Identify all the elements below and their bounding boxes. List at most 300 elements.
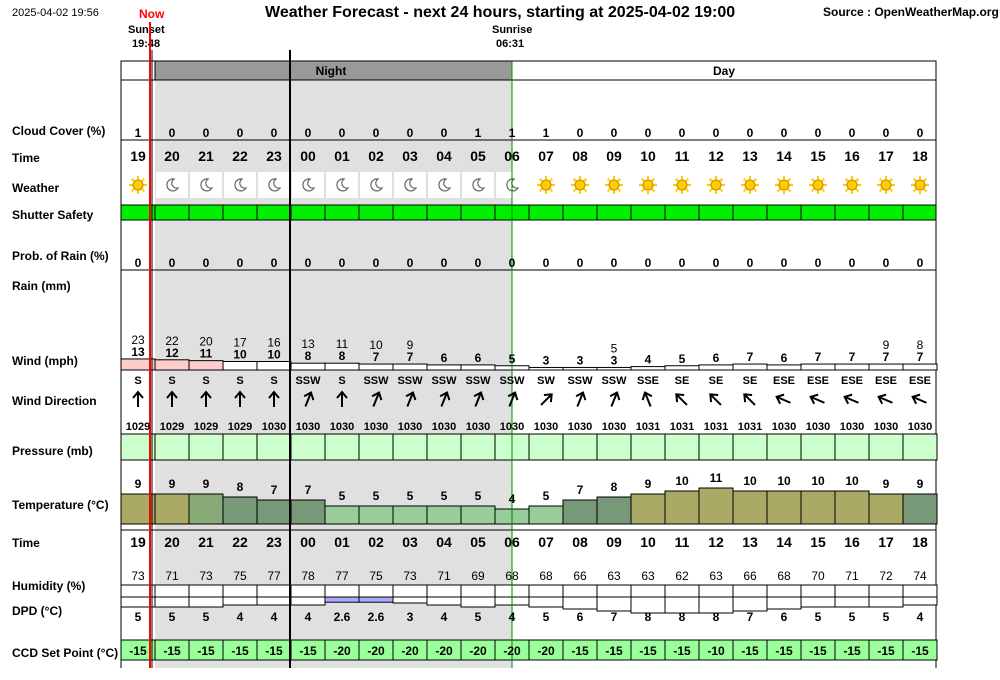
- pressure-value: 1029: [159, 421, 185, 433]
- wind-bar: [223, 362, 257, 371]
- dpd-bar: [597, 597, 631, 611]
- ccd-set-point-value: -15: [231, 644, 249, 658]
- dpd-bar: [563, 597, 597, 609]
- pressure-value: 1030: [363, 421, 389, 433]
- humidity-value: 75: [233, 569, 247, 583]
- cloud-cover-value: 0: [236, 126, 244, 140]
- sunrise-time: 06:31: [496, 38, 525, 50]
- humidity-value: 68: [505, 569, 519, 583]
- temperature-value: 9: [916, 477, 924, 491]
- ccd-set-point-label: CCD Set Point (°C): [12, 646, 119, 660]
- wind-direction-value: SSW: [363, 375, 389, 387]
- wind-gust-value: 9: [882, 338, 890, 353]
- humidity-value: 73: [199, 569, 213, 583]
- temperature-value: 7: [304, 483, 312, 497]
- dpd-value: 5: [848, 610, 856, 624]
- pressure-value: 1030: [601, 421, 627, 433]
- prob-rain-value: 0: [882, 256, 890, 270]
- hour-value-2: 15: [810, 534, 826, 550]
- humidity-label: Humidity (%): [12, 579, 86, 593]
- dpd-value: 3: [406, 610, 414, 624]
- ccd-set-point-value: -15: [775, 644, 793, 658]
- humidity-cell: [563, 585, 597, 597]
- humidity-value: 71: [845, 569, 859, 583]
- hour-value-2: 22: [232, 534, 248, 550]
- pressure-cell: [869, 434, 903, 460]
- dpd-bar: [189, 597, 223, 607]
- dpd-bar: [325, 597, 359, 602]
- dpd-value: 5: [134, 610, 142, 624]
- pressure-value: 1030: [431, 421, 457, 433]
- prob-rain-value: 0: [406, 256, 414, 270]
- humidity-cell: [427, 585, 461, 597]
- temperature-bar: [461, 506, 495, 524]
- sun-icon: [911, 176, 929, 194]
- hour-value: 16: [844, 148, 860, 164]
- sunrise-label: Sunrise: [492, 24, 533, 36]
- cloud-cover-value: 0: [848, 126, 856, 140]
- wind-direction-value: SE: [674, 375, 690, 387]
- wind-gust-value: 10: [369, 338, 383, 353]
- pressure-value: 1030: [533, 421, 559, 433]
- wind-bar: [767, 365, 801, 370]
- hour-value-2: 07: [538, 534, 554, 550]
- hour-value: 12: [708, 148, 724, 164]
- wind-direction-value: S: [168, 375, 176, 387]
- temperature-bar: [223, 497, 257, 524]
- wind-direction-value: ESE: [806, 375, 830, 387]
- wind-speed-value: 7: [372, 350, 380, 365]
- ccd-set-point-value: -10: [707, 644, 725, 658]
- prob-rain-value: 0: [236, 256, 244, 270]
- dpd-value: 4: [508, 610, 516, 624]
- dpd-bar: [427, 597, 461, 605]
- hour-value: 20: [164, 148, 180, 164]
- hour-value-2: 05: [470, 534, 486, 550]
- humidity-cell: [903, 585, 937, 597]
- pressure-value: 1030: [261, 421, 287, 433]
- dpd-value: 5: [202, 610, 210, 624]
- humidity-value: 63: [607, 569, 621, 583]
- cloud-cover-value: 0: [814, 126, 822, 140]
- pressure-cell: [393, 434, 427, 460]
- cloud-cover-value: 1: [542, 126, 550, 140]
- humidity-cell: [257, 585, 291, 597]
- weather-label: Weather: [12, 181, 60, 195]
- dpd-value: 7: [610, 610, 618, 624]
- sun-icon: [741, 176, 759, 194]
- wind-arrow-icon: [133, 392, 143, 407]
- cloud-cover-value: 0: [372, 126, 380, 140]
- hour-value-2: 06: [504, 534, 520, 550]
- wind-speed-value: 6: [712, 350, 720, 365]
- pressure-value: 1031: [635, 421, 661, 433]
- cloud-cover-value: 0: [780, 126, 788, 140]
- dpd-value: 4: [440, 610, 448, 624]
- dpd-value: 7: [746, 610, 754, 624]
- prob-rain-value: 0: [576, 256, 584, 270]
- hour-value: 18: [912, 148, 928, 164]
- temperature-bar: [801, 491, 835, 524]
- humidity-cell: [597, 585, 631, 597]
- temperature-bar: [393, 506, 427, 524]
- dpd-value: 5: [542, 610, 550, 624]
- wind-bar: [291, 363, 325, 370]
- pressure-cell: [461, 434, 495, 460]
- wind-gust-value: 11: [335, 337, 349, 352]
- wind-arrow-icon: [573, 391, 588, 409]
- temperature-bar: [699, 488, 733, 524]
- dpd-value: 8: [678, 610, 686, 624]
- wind-direction-label: Wind Direction: [12, 394, 97, 408]
- dpd-bar: [903, 597, 937, 605]
- cloud-cover-value: 0: [610, 126, 618, 140]
- temperature-bar: [155, 494, 189, 524]
- wind-bar: [699, 365, 733, 370]
- temperature-value: 9: [168, 477, 176, 491]
- wind-arrow-icon: [741, 391, 759, 409]
- dpd-bar: [155, 597, 189, 607]
- dpd-value: 4: [304, 610, 312, 624]
- pressure-cell: [325, 434, 359, 460]
- hour-value: 06: [504, 148, 520, 164]
- prob-rain-value: 0: [372, 256, 380, 270]
- sun-icon: [707, 176, 725, 194]
- humidity-value: 68: [539, 569, 553, 583]
- hour-value: 04: [436, 148, 452, 164]
- temperature-value: 10: [743, 474, 757, 488]
- prob-rain-value: 0: [780, 256, 788, 270]
- hour-value-2: 23: [266, 534, 282, 550]
- wind-arrow-icon: [809, 392, 827, 407]
- dpd-value: 2.6: [367, 610, 385, 624]
- dpd-value: 4: [236, 610, 244, 624]
- time-label: Time: [12, 151, 40, 165]
- ccd-set-point-value: -20: [469, 644, 487, 658]
- wind-gust-value: 13: [301, 337, 315, 352]
- page-title: Weather Forecast - next 24 hours, starting at 2025-04-02 19:00: [265, 4, 736, 21]
- cloud-cover-value: 0: [712, 126, 720, 140]
- humidity-cell: [529, 585, 563, 597]
- cloud-cover-value: 1: [134, 126, 142, 140]
- dpd-bar: [291, 597, 325, 605]
- temperature-value: 7: [270, 483, 278, 497]
- temperature-bar: [291, 500, 325, 524]
- pressure-value: 1030: [839, 421, 865, 433]
- hour-value-2: 02: [368, 534, 384, 550]
- humidity-cell: [223, 585, 257, 597]
- wind-label: Wind (mph): [12, 354, 78, 368]
- wind-direction-value: ESE: [874, 375, 898, 387]
- temperature-bar: [189, 494, 223, 524]
- pressure-value: 1030: [771, 421, 797, 433]
- pressure-cell: [767, 434, 801, 460]
- temperature-value: 5: [338, 489, 346, 503]
- cloud-cover-value: 0: [576, 126, 584, 140]
- pressure-value: 1030: [805, 421, 831, 433]
- wind-direction-value: SW: [537, 375, 555, 387]
- humidity-value: 70: [811, 569, 825, 583]
- temperature-bar: [665, 491, 699, 524]
- pressure-value: 1030: [465, 421, 491, 433]
- wind-speed-value: 10: [267, 347, 281, 362]
- cloud-cover-value: 0: [678, 126, 686, 140]
- dpd-bar: [767, 597, 801, 609]
- wind-direction-value: SSW: [397, 375, 423, 387]
- time-label-2: Time: [12, 536, 40, 550]
- wind-gust-value: 17: [233, 335, 247, 350]
- cloud-cover-value: 0: [440, 126, 448, 140]
- ccd-set-point-value: -15: [843, 644, 861, 658]
- wind-speed-value: 8: [338, 349, 346, 364]
- wind-direction-value: S: [338, 375, 346, 387]
- cloud-cover-value: 1: [474, 126, 482, 140]
- pressure-value: 1030: [329, 421, 355, 433]
- pressure-cell: [257, 434, 291, 460]
- humidity-value: 68: [777, 569, 791, 583]
- ccd-set-point-value: -15: [639, 644, 657, 658]
- temperature-bar: [835, 491, 869, 524]
- humidity-value: 63: [709, 569, 723, 583]
- humidity-cell: [631, 585, 665, 597]
- pressure-value: 1030: [499, 421, 525, 433]
- hour-value: 09: [606, 148, 622, 164]
- hour-value: 05: [470, 148, 486, 164]
- wind-speed-value: 6: [474, 350, 482, 365]
- wind-speed-value: 6: [780, 350, 788, 365]
- hour-value: 13: [742, 148, 758, 164]
- pressure-cell: [597, 434, 631, 460]
- wind-gust-value: 8: [916, 338, 924, 353]
- dpd-label: DPD (°C): [12, 604, 63, 618]
- hour-value-2: 20: [164, 534, 180, 550]
- wind-arrow-icon: [538, 391, 556, 409]
- wind-speed-value: 7: [916, 350, 924, 365]
- dpd-value: 8: [644, 610, 652, 624]
- cloud-cover-value: 0: [644, 126, 652, 140]
- dpd-bar: [223, 597, 257, 605]
- ccd-set-point-value: -15: [197, 644, 215, 658]
- wind-bar: [325, 363, 359, 370]
- humidity-cell: [155, 585, 189, 597]
- temperature-value: 5: [440, 489, 448, 503]
- pressure-cell: [189, 434, 223, 460]
- temperature-bar: [257, 500, 291, 524]
- pressure-value: 1029: [193, 421, 219, 433]
- night-band-label: Night: [315, 64, 347, 78]
- source-label: Source : OpenWeatherMap.org: [823, 5, 999, 19]
- hour-value-2: 17: [878, 534, 894, 550]
- humidity-value: 73: [131, 569, 145, 583]
- sunset-label: Sunset: [128, 24, 165, 36]
- humidity-value: 74: [913, 569, 927, 583]
- wind-bar: [665, 366, 699, 370]
- humidity-cell: [189, 585, 223, 597]
- pressure-cell: [903, 434, 937, 460]
- hour-value-2: 16: [844, 534, 860, 550]
- wind-speed-value: 3: [576, 353, 584, 368]
- ccd-set-point-value: -15: [571, 644, 589, 658]
- wind-speed-value: 3: [542, 353, 550, 368]
- ccd-set-point-value: -15: [809, 644, 827, 658]
- hour-value-2: 13: [742, 534, 758, 550]
- hour-value: 23: [266, 148, 282, 164]
- prob-rain-value: 0: [848, 256, 856, 270]
- wind-gust-value: 20: [199, 334, 213, 349]
- ccd-set-point-value: -15: [877, 644, 895, 658]
- temperature-value: 10: [845, 474, 859, 488]
- hour-value-2: 21: [198, 534, 214, 550]
- hour-value-2: 08: [572, 534, 588, 550]
- pressure-cell: [699, 434, 733, 460]
- humidity-value: 71: [437, 569, 451, 583]
- wind-bar: [733, 364, 767, 370]
- hour-value: 15: [810, 148, 826, 164]
- now-label: Now: [139, 7, 165, 21]
- ccd-set-point-value: -20: [503, 644, 521, 658]
- hour-value: 00: [300, 148, 316, 164]
- dpd-value: 4: [270, 610, 278, 624]
- humidity-cell: [869, 585, 903, 597]
- humidity-cell: [733, 585, 767, 597]
- wind-speed-value: 7: [814, 350, 822, 365]
- dpd-value: 5: [168, 610, 176, 624]
- dpd-value: 8: [712, 610, 720, 624]
- hour-value-2: 09: [606, 534, 622, 550]
- prob-rain-value: 0: [202, 256, 210, 270]
- temperature-bar: [563, 500, 597, 524]
- temperature-value: 10: [675, 474, 689, 488]
- wind-arrow-icon: [673, 391, 691, 409]
- dpd-value: 6: [576, 610, 584, 624]
- cloud-cover-value: 0: [270, 126, 278, 140]
- humidity-cell: [359, 585, 393, 597]
- humidity-value: 63: [641, 569, 655, 583]
- wind-speed-value: 7: [406, 350, 414, 365]
- temperature-value: 5: [372, 489, 380, 503]
- wind-bar: [461, 365, 495, 370]
- hour-value: 21: [198, 148, 214, 164]
- pressure-value: 1030: [295, 421, 321, 433]
- humidity-value: 73: [403, 569, 417, 583]
- dpd-bar: [529, 597, 563, 607]
- wind-bar: [427, 365, 461, 370]
- cloud-cover-value: 0: [338, 126, 346, 140]
- cloud-cover-value: 0: [916, 126, 924, 140]
- hour-value: 17: [878, 148, 894, 164]
- wind-bar: [903, 364, 937, 370]
- ccd-set-point-value: -15: [129, 644, 147, 658]
- prob-rain-value: 0: [338, 256, 346, 270]
- pressure-cell: [155, 434, 189, 460]
- wind-direction-value: SE: [742, 375, 758, 387]
- temperature-value: 10: [811, 474, 825, 488]
- wind-direction-value: ESE: [772, 375, 796, 387]
- pressure-cell: [529, 434, 563, 460]
- temperature-value: 8: [610, 480, 618, 494]
- wind-arrow-icon: [640, 391, 655, 409]
- ccd-set-point-value: -15: [163, 644, 181, 658]
- hour-value-2: 18: [912, 534, 928, 550]
- sun-icon: [129, 176, 147, 194]
- temperature-value: 11: [709, 471, 723, 485]
- dpd-value: 5: [814, 610, 822, 624]
- temperature-value: 7: [576, 483, 584, 497]
- wind-speed-value: 5: [678, 351, 686, 366]
- humidity-cell: [325, 585, 359, 597]
- wind-direction-value: S: [236, 375, 244, 387]
- wind-bar: [801, 364, 835, 370]
- pressure-cell: [563, 434, 597, 460]
- cloud-cover-value: 1: [508, 126, 516, 140]
- sun-icon: [673, 176, 691, 194]
- temperature-bar: [631, 494, 665, 524]
- sun-icon: [775, 176, 793, 194]
- sunset-time: 19:48: [132, 38, 161, 50]
- wind-speed-value: 11: [199, 346, 213, 361]
- pressure-cell: [223, 434, 257, 460]
- temperature-bar: [733, 491, 767, 524]
- hour-value-2: 00: [300, 534, 316, 550]
- wind-speed-value: 4: [644, 352, 652, 367]
- wind-direction-value: S: [270, 375, 278, 387]
- temperature-bar: [359, 506, 393, 524]
- ccd-set-point-value: -20: [401, 644, 419, 658]
- ccd-set-point-value: -20: [367, 644, 385, 658]
- prob-rain-value: 0: [440, 256, 448, 270]
- pressure-cell: [733, 434, 767, 460]
- wind-speed-value: 12: [165, 345, 179, 360]
- prob-rain-value: 0: [270, 256, 278, 270]
- humidity-value: 62: [675, 569, 689, 583]
- cloud-cover-value: 0: [304, 126, 312, 140]
- prob-rain-value: 0: [134, 256, 142, 270]
- wind-bar: [869, 364, 903, 370]
- wind-bar: [835, 364, 869, 370]
- shutter-safety-label: Shutter Safety: [12, 208, 94, 222]
- humidity-value: 77: [267, 569, 281, 583]
- ccd-set-point-value: -20: [435, 644, 453, 658]
- dpd-bar: [359, 597, 393, 602]
- temperature-bar: [427, 506, 461, 524]
- ccd-set-point-value: -15: [673, 644, 691, 658]
- pressure-value: 1030: [907, 421, 933, 433]
- hour-value-2: 11: [674, 534, 690, 550]
- humidity-cell: [801, 585, 835, 597]
- prob-rain-value: 0: [542, 256, 550, 270]
- sun-icon: [843, 176, 861, 194]
- pressure-value: 1030: [397, 421, 423, 433]
- wind-gust-value: 5: [610, 341, 618, 356]
- humidity-value: 66: [743, 569, 757, 583]
- wind-direction-value: SSW: [465, 375, 491, 387]
- wind-arrow-icon: [707, 391, 725, 409]
- temperature-bar: [325, 506, 359, 524]
- hour-value: 03: [402, 148, 418, 164]
- sun-icon: [537, 176, 555, 194]
- pressure-cell: [359, 434, 393, 460]
- wind-direction-value: SSE: [636, 375, 660, 387]
- humidity-value: 71: [165, 569, 179, 583]
- pressure-value: 1031: [703, 421, 729, 433]
- humidity-value: 72: [879, 569, 893, 583]
- dpd-bar: [835, 597, 869, 607]
- hour-value-2: 04: [436, 534, 452, 550]
- wind-direction-value: SSW: [431, 375, 457, 387]
- wind-arrow-icon: [607, 391, 622, 409]
- wind-bar: [155, 360, 189, 370]
- prob-rain-value: 0: [916, 256, 924, 270]
